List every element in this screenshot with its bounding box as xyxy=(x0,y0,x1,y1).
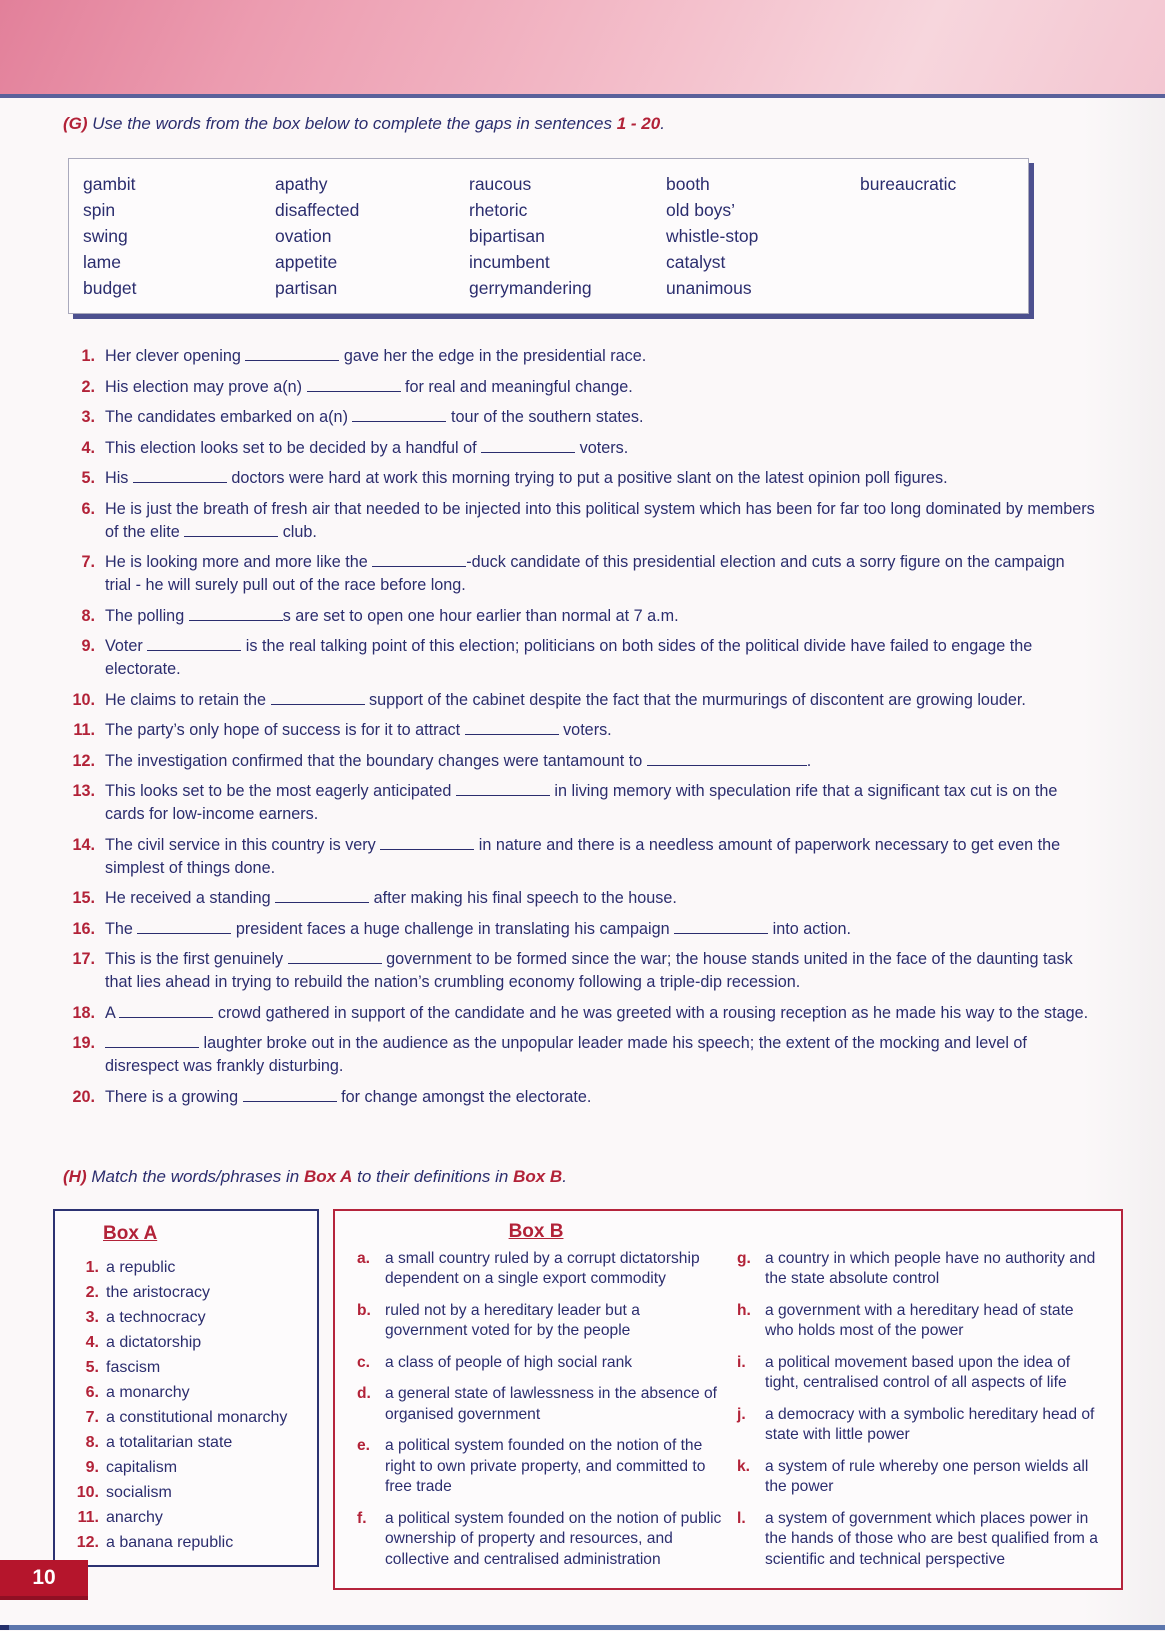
box-b-item-text: a political movement based upon the idea of tight, centralised control of all aspects of life xyxy=(765,1353,1071,1392)
bottom-rule xyxy=(0,1625,1165,1630)
box-a-items xyxy=(69,1255,309,1555)
sentence-number: 14. xyxy=(72,835,95,854)
box-a-item xyxy=(69,1330,309,1355)
sentence-text: His doctors were hard at work this morning trying to put a positive slant on the latest opinion poll figures. xyxy=(105,469,948,488)
box-b-item-letter: b. xyxy=(357,1301,371,1319)
box-b-item xyxy=(737,1249,1103,1290)
box-b-item-text: a general state of lawlessness in the absence of organised government xyxy=(385,1385,718,1423)
box-b-item-text: a government with a hereditary head of state who holds most of the power xyxy=(765,1301,1074,1340)
matching-exercise xyxy=(53,1209,1099,1590)
box-a-item xyxy=(69,1505,309,1530)
box-b-item-text: a political system founded on the notion of public ownership of property and resources, and collective and centralised administration xyxy=(385,1509,722,1568)
box-b-item xyxy=(737,1353,1103,1394)
sentence-item xyxy=(63,635,1095,681)
box-b-left-column xyxy=(357,1249,725,1582)
sentence-number: 1. xyxy=(81,347,95,366)
sentence-text: A crowd gathered in support of the candidate and he was greeted with a rousing reception as he made his way to the stage. xyxy=(105,1003,1089,1022)
box-a-item-label: capitalism xyxy=(106,1458,178,1476)
sentence-text: The investigation confirmed that the boundary changes were tantamount to . xyxy=(105,751,812,770)
word-box-word: lame xyxy=(83,252,121,273)
box-a-item-label: fascism xyxy=(106,1358,161,1376)
box-a-item-label: a totalitarian state xyxy=(106,1433,233,1451)
box-a-item xyxy=(69,1280,309,1305)
word-box-word: rhetoric xyxy=(469,200,528,221)
word-box-word: incumbent xyxy=(469,252,550,273)
sentence-item xyxy=(63,376,1095,399)
answer-blank xyxy=(271,691,365,705)
word-box-word: disaffected xyxy=(275,200,360,221)
word-box xyxy=(68,158,1029,314)
page-number: 10 xyxy=(32,1566,56,1589)
word-box-word: bipartisan xyxy=(469,226,545,247)
page-number-badge xyxy=(0,1560,88,1600)
box-b-item-letter: g. xyxy=(737,1249,751,1267)
word-box-word: ovation xyxy=(275,226,332,247)
box-b-title: Box B xyxy=(508,1220,564,1242)
sentence-text: This looks set to be the most eagerly anticipated in living memory with speculation rife that a significant tax cut is on the cards for low-income earners. xyxy=(105,782,1058,824)
sentence-item xyxy=(63,750,1095,773)
section-g-instruction xyxy=(63,113,1099,135)
sentence-item xyxy=(63,780,1095,826)
word-box-word: budget xyxy=(83,278,137,299)
answer-blank xyxy=(119,1004,213,1018)
answer-blank xyxy=(674,920,768,934)
box-a-item xyxy=(69,1255,309,1280)
box-a-item-label: a dictatorship xyxy=(106,1333,202,1351)
sentence-text: Voter is the real talking point of this election; politicians on both sides of the political divide have failed to engage the electorate. xyxy=(105,637,1033,679)
box-b-item xyxy=(737,1457,1103,1498)
sentence-number: 18. xyxy=(72,1003,95,1022)
sentence-item xyxy=(63,918,1095,941)
sentence-number: 9. xyxy=(81,637,95,656)
box-b-item xyxy=(357,1301,725,1342)
sentence-number: 7. xyxy=(81,553,95,572)
box-a-item-label: the aristocracy xyxy=(106,1283,211,1301)
sentence-number: 10. xyxy=(72,690,95,709)
word-box-word: catalyst xyxy=(666,252,726,273)
box-b-item xyxy=(357,1353,725,1374)
sentence-number: 8. xyxy=(81,606,95,625)
box-b-item-text: a class of people of high social rank xyxy=(385,1353,633,1371)
word-box-word: whistle-stop xyxy=(666,226,759,247)
section-h-boxb-ref: Box B xyxy=(513,1166,563,1186)
sentence-text: The polling s are set to open one hour earlier than normal at 7 a.m. xyxy=(105,606,679,625)
sentence-text: The civil service in this country is very in nature and there is a needless amount of paperwork necessary to get even the simplest of things done. xyxy=(105,835,1061,877)
box-b-item xyxy=(357,1384,725,1425)
box-a-item-number: 1. xyxy=(85,1258,99,1276)
sentence-text: He received a standing after making his final speech to the house. xyxy=(105,889,677,908)
answer-blank xyxy=(137,920,231,934)
box-a-item-number: 8. xyxy=(85,1433,99,1451)
answer-blank xyxy=(307,378,401,392)
answer-blank xyxy=(147,637,241,651)
sentence-number: 17. xyxy=(72,950,95,969)
sentence-number: 11. xyxy=(73,721,95,740)
box-b-item-letter: i. xyxy=(737,1353,746,1371)
word-box-word: appetite xyxy=(275,252,338,273)
sentence-item xyxy=(63,887,1095,910)
box-b-item-letter: h. xyxy=(737,1301,751,1319)
sentence-text: His election may prove a(n) for real and meaningful change. xyxy=(105,377,633,396)
box-b-item-letter: f. xyxy=(357,1509,367,1527)
box-a-item xyxy=(69,1355,309,1380)
sentence-number: 16. xyxy=(72,919,95,938)
box-b-right-column xyxy=(737,1249,1103,1582)
box-a-item-number: 11. xyxy=(77,1508,99,1526)
box-a xyxy=(53,1209,319,1567)
word-box-word: swing xyxy=(83,226,128,247)
box-a-item-number: 6. xyxy=(85,1383,99,1401)
section-h-period: . xyxy=(562,1166,567,1186)
sentence-text: He claims to retain the support of the cabinet despite the fact that the murmurings of discontent are growing louder. xyxy=(105,690,1026,709)
box-a-item-label: a technocracy xyxy=(106,1308,206,1326)
sentence-text: This election looks set to be decided by a handful of voters. xyxy=(105,438,629,457)
section-h-label: (H) xyxy=(63,1166,87,1186)
box-b-item xyxy=(737,1509,1103,1571)
section-g-label: (G) xyxy=(63,114,88,133)
sentence-item xyxy=(63,1032,1095,1078)
answer-blank xyxy=(372,553,466,567)
box-a-item-number: 10. xyxy=(76,1483,99,1501)
box-a-title: Box A xyxy=(103,1222,158,1244)
box-a-item xyxy=(69,1455,309,1480)
answer-blank xyxy=(647,752,807,766)
sentence-item xyxy=(63,406,1095,429)
box-b-item-letter: a. xyxy=(357,1249,371,1267)
sentence-number: 4. xyxy=(81,438,95,457)
section-h-boxa-ref: Box A xyxy=(303,1166,353,1186)
answer-blank xyxy=(456,782,550,796)
answer-blank xyxy=(189,607,283,621)
box-a-item xyxy=(69,1405,309,1430)
box-b-columns xyxy=(357,1249,1103,1582)
sentence-item xyxy=(63,1002,1095,1025)
sentence-number: 6. xyxy=(81,499,95,518)
box-b xyxy=(333,1209,1123,1590)
answer-blank xyxy=(243,1088,337,1102)
answer-blank xyxy=(465,721,559,735)
box-a-item xyxy=(69,1305,309,1330)
box-b-item-letter: j. xyxy=(737,1405,746,1423)
box-a-item-label: anarchy xyxy=(106,1508,163,1526)
answer-blank xyxy=(184,523,278,537)
sentence-item xyxy=(63,1086,1095,1109)
word-box-column xyxy=(469,171,666,301)
box-a-item xyxy=(69,1480,309,1505)
box-a-item xyxy=(69,1530,309,1555)
box-b-item-text: a democracy with a symbolic hereditary head of state with little power xyxy=(765,1405,1095,1444)
section-h-instruction-pre: Match the words/phrases in xyxy=(86,1166,304,1186)
sentence-text: There is a growing for change amongst the electorate. xyxy=(105,1087,592,1106)
box-b-item-text: ruled not by a hereditary leader but a government voted for by the people xyxy=(385,1301,640,1340)
sentence-item xyxy=(63,689,1095,712)
box-a-item-number: 4. xyxy=(85,1333,99,1351)
word-box-word: apathy xyxy=(275,174,328,195)
sentence-text: Her clever opening gave her the edge in the presidential race. xyxy=(105,347,647,366)
word-box-word: bureaucratic xyxy=(860,174,957,195)
sentence-item xyxy=(63,605,1095,628)
sentence-item xyxy=(63,948,1095,994)
word-box-word: gambit xyxy=(83,174,136,195)
box-b-item-letter: e. xyxy=(357,1437,371,1455)
section-h-instruction xyxy=(63,1166,1099,1188)
box-a-item-number: 12. xyxy=(76,1533,99,1551)
box-b-item xyxy=(357,1249,725,1290)
box-b-item xyxy=(737,1405,1103,1446)
section-g-instruction-text: Use the words from the box below to complete the gaps in sentences xyxy=(87,114,617,133)
box-b-item-letter: d. xyxy=(357,1385,371,1403)
section-g-period: . xyxy=(660,114,665,133)
sentence-number: 20. xyxy=(72,1087,95,1106)
box-a-item-label: a monarchy xyxy=(106,1383,190,1401)
sentence-text: This is the first genuinely government to be formed since the war; the house stands united in the face of the daunting task that lies ahead in trying to rebuild the nation’s crumbling economy following a triple-dip recession. xyxy=(105,950,1073,992)
sentence-item xyxy=(63,345,1095,368)
box-b-item xyxy=(737,1301,1103,1342)
page-content xyxy=(0,98,1165,1590)
sentence-item xyxy=(63,498,1095,544)
decorative-header-band xyxy=(0,0,1165,98)
word-box-word: spin xyxy=(83,200,116,221)
sentence-item xyxy=(63,437,1095,460)
word-box-word: raucous xyxy=(469,174,532,195)
sentence-number: 15. xyxy=(72,889,95,908)
box-b-item-text: a political system founded on the notion of the right to own private property, and committed to free trade xyxy=(385,1437,706,1496)
box-a-item-label: a republic xyxy=(106,1258,176,1276)
box-a-item-number: 9. xyxy=(85,1458,99,1476)
box-b-item-text: a system of rule whereby one person wields all the power xyxy=(765,1457,1089,1496)
sentence-item xyxy=(63,834,1095,880)
gap-fill-sentences xyxy=(63,345,1099,1109)
answer-blank xyxy=(133,469,227,483)
sentence-text: The president faces a huge challenge in translating his campaign into action. xyxy=(105,919,851,938)
sentence-text: He is looking more and more like the -duck candidate of this presidential election and cuts a sorry figure on the campaign trial - he will surely pull out of the race before long. xyxy=(105,553,1065,595)
box-a-item-number: 2. xyxy=(85,1283,99,1301)
box-b-item-text: a country in which people have no authority and the state absolute control xyxy=(765,1249,1096,1288)
sentence-number: 12. xyxy=(72,751,95,770)
box-a-item-number: 3. xyxy=(85,1308,99,1326)
section-h-instruction-mid: to their definitions in xyxy=(352,1166,514,1186)
box-a-item xyxy=(69,1380,309,1405)
sentence-number: 19. xyxy=(72,1034,95,1053)
box-a-item-label: a banana republic xyxy=(106,1533,234,1551)
word-box-word: unanimous xyxy=(666,278,752,299)
box-b-title-row xyxy=(357,1221,715,1243)
word-box-column xyxy=(83,171,275,301)
sentence-text: The candidates embarked on a(n) tour of the southern states. xyxy=(105,408,644,427)
box-b-item xyxy=(357,1436,725,1498)
box-b-item xyxy=(357,1509,725,1571)
word-box-word: partisan xyxy=(275,278,338,299)
box-b-item-text: a system of government which places power in the hands of those who are best qualified from a scientific and technical perspective xyxy=(765,1509,1098,1568)
box-b-item-text: a small country ruled by a corrupt dictatorship dependent on a single export commodity xyxy=(385,1249,700,1288)
answer-blank xyxy=(380,836,474,850)
sentence-item xyxy=(63,467,1095,490)
word-box-word: booth xyxy=(666,174,710,195)
box-b-item-letter: l. xyxy=(737,1509,746,1527)
sentence-text: He is just the breath of fresh air that needed to be injected into this political system which has been for far too long dominated by members of the elite club. xyxy=(105,499,1095,541)
box-b-item-letter: k. xyxy=(737,1457,751,1475)
sentence-number: 13. xyxy=(72,782,95,801)
word-box-word: old boys’ xyxy=(666,200,736,221)
sentence-item xyxy=(63,551,1095,597)
word-box-column xyxy=(860,171,1028,301)
box-b-item-letter: c. xyxy=(357,1353,371,1371)
word-box-column xyxy=(666,171,860,301)
section-g-range: 1 - 20 xyxy=(616,114,661,133)
word-box-column xyxy=(275,171,469,301)
sentence-text: laughter broke out in the audience as the unpopular leader made his speech; the extent of the mocking and level of disrespect was frankly disturbing. xyxy=(105,1034,1027,1076)
word-box-word: gerrymandering xyxy=(469,278,592,299)
answer-blank xyxy=(105,1034,199,1048)
sentence-number: 3. xyxy=(81,408,95,427)
box-a-item-number: 5. xyxy=(85,1358,99,1376)
sentence-number: 2. xyxy=(81,377,95,396)
box-a-item-number: 7. xyxy=(85,1408,99,1426)
answer-blank xyxy=(245,347,339,361)
sentence-number: 5. xyxy=(81,469,95,488)
box-a-item-label: a constitutional monarchy xyxy=(106,1408,288,1426)
answer-blank xyxy=(481,439,575,453)
answer-blank xyxy=(352,408,446,422)
answer-blank xyxy=(288,950,382,964)
box-a-item xyxy=(69,1430,309,1455)
sentence-item xyxy=(63,719,1095,742)
answer-blank xyxy=(275,889,369,903)
sentence-text: The party’s only hope of success is for it to attract voters. xyxy=(105,721,612,740)
box-a-item-label: socialism xyxy=(106,1483,172,1501)
